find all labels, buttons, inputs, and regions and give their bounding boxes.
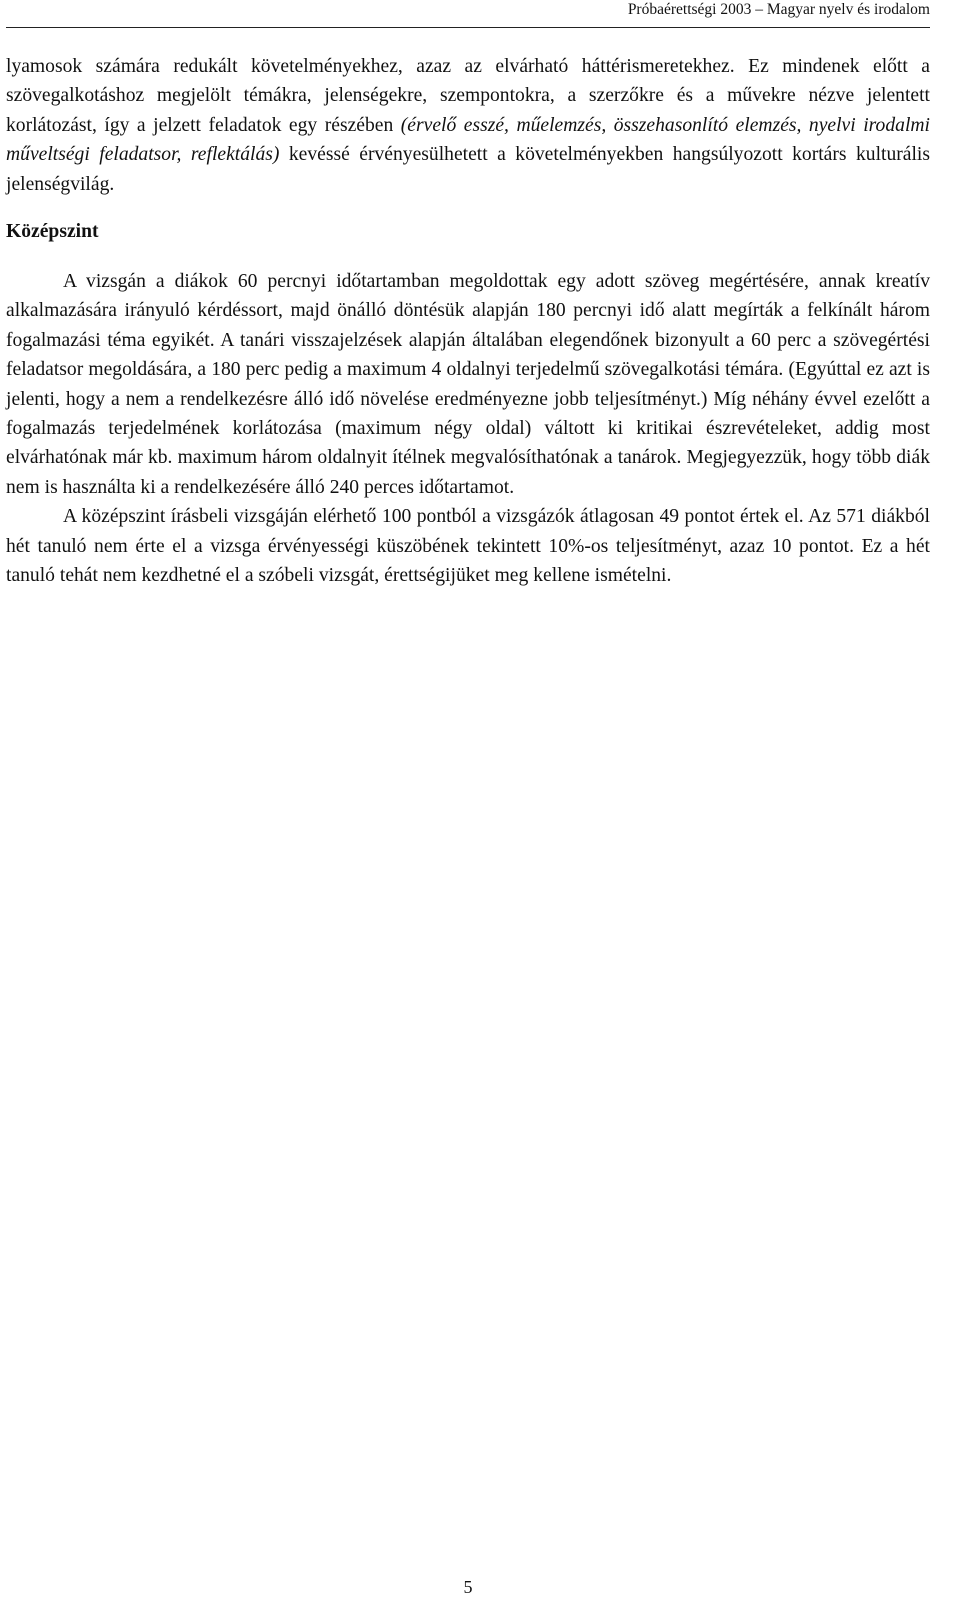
page-content	[6, 52, 930, 591]
section-heading: Középszint	[6, 221, 99, 243]
intro-italic-task-list: (érvelő esszé, műelemzés, összehasonlító elemzés, nyelvi irodalmi műveltségi feladatsor, reflektálás)	[6, 114, 930, 166]
header-rule	[6, 27, 930, 28]
running-header: Próbaérettségi 2003 – Magyar nyelv és irodalom	[627, 1, 930, 18]
intro-paragraph	[6, 52, 930, 199]
body-paragraph-1: A vizsgán a diákok 60 percnyi időtartamban megoldottak egy adott szöveg megértésére, annak kreatív alkalmazására irányuló kérdéssort, majd önálló döntésük alapján 180 percnyi idő alatt megírták a felkínált három fogalmazási téma egyikét. A tanári visszajelzések alapján általában elegendőnek bizonyult a 60 perc a szövegértési feladatsor megoldására, a 180 perc pedig a maximum 4 oldalnyi terjedelmű szövegalkotási témára. (Egyúttal ez azt is jelenti, hogy a nem a rendelkezésre álló idő növelése eredményezne jobb teljesítményt.) Míg néhány évvel ezelőtt a fogalmazás terjedelmének korlátozása (maximum négy oldal) váltott ki kritikai észrevételeket, addig most elvárhatónak már kb. maximum három oldalnyit ítélnek megvalósíthatónak a tanárok. Megjegyezzük, hogy több diák nem is használta ki a rendelkezésére álló 240 perces időtartamot.	[6, 271, 930, 498]
intro-text-start: lyamosok számára redukált követelményekhez, azaz az elvárható háttérismeretekhez. Ez mindenek előtt a szövegalkotáshoz megjelölt témákra, jelenségekre, szempontokra, a szerzőkre és a művekre nézve jelentett korlátozást, így a jelzett feladatok egy részében	[6, 56, 930, 136]
intro-text-end: kevéssé érvényesülhetett a követelményekben hangsúlyozott kortárs kulturális jelenségvilág.	[6, 144, 930, 195]
page-number: 5	[463, 1577, 473, 1597]
body-paragraph-2: A középszint írásbeli vizsgáján elérhető 100 pontból a vizsgázók átlagosan 49 pontot értek el. Az 571 diákból hét tanuló nem érte el a vizsga érvényességi küszöbének tekintett 10%-os teljesítményt, azaz 10 pontot. Ez a hét tanuló tehát nem kezdhetné el a szóbeli vizsgát, érettségijüket meg kellene ismételni.	[6, 506, 930, 587]
